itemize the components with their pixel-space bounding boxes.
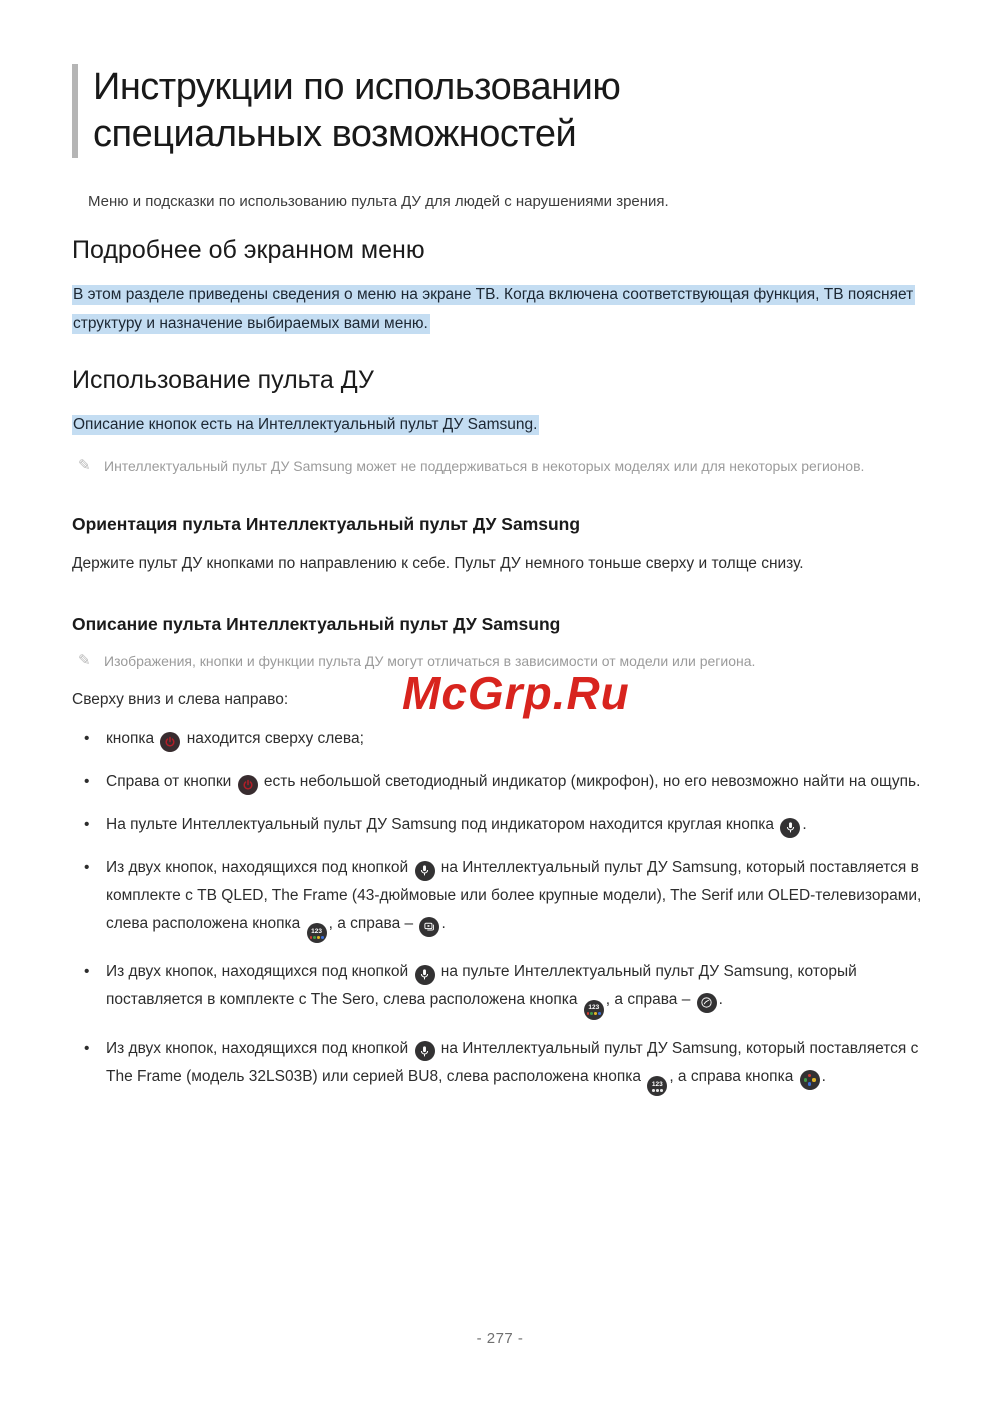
bullet-text: . <box>441 915 446 932</box>
bullet-item <box>84 725 930 753</box>
num123-keypad-button-icon: 123 <box>647 1076 667 1096</box>
title-accent-bar <box>72 64 78 158</box>
bullet-marker: • <box>84 816 90 833</box>
num123-color-button-icon: 123 <box>584 1000 604 1020</box>
page-title-line1: Инструкции по использованию <box>93 66 621 108</box>
bullet-text: На пульте Интеллектуальный пульт ДУ Samsung под индикатором находится круглая кнопка <box>106 816 779 833</box>
bullet-item <box>84 768 930 796</box>
color-buttons-icon <box>800 1070 820 1090</box>
bullet-text: на пульте Интеллектуальный пульт ДУ Samsung, который поставляется в комплекте с The Sero, слева расположена кнопка <box>106 963 857 1009</box>
microphone-button-icon <box>415 965 435 985</box>
page-title-line2: специальных возможностей <box>93 113 577 155</box>
note-text: Изображения, кнопки и функции пульта ДУ могут отличаться в зависимости от модели или региона. <box>104 653 756 669</box>
bullet-text: . <box>821 1067 826 1085</box>
bullet-text: Из двух кнопок, находящихся под кнопкой <box>106 859 413 876</box>
subsection-heading-orientation: Ориентация пульта Интеллектуальный пульт ДУ Samsung <box>72 514 581 534</box>
bullet-text: кнопка <box>106 730 159 747</box>
highlighted-text: Описание кнопок есть на Интеллектуальный пульт ДУ Samsung. <box>73 416 538 433</box>
bullet-list <box>84 725 930 1096</box>
bullet-text: на Интеллектуальный пульт ДУ Samsung, который поставляется с The Frame (модель 32LS03B) или серией BU8, слева расположена кнопка <box>106 1039 919 1085</box>
page-subtitle: Меню и подсказки по использованию пульта ДУ для людей с нарушениями зрения. <box>88 193 669 210</box>
bullet-item <box>84 958 930 1019</box>
section-heading-onscreen-menu: Подробнее об экранном меню <box>72 236 425 264</box>
bullet-text: Из двух кнопок, находящихся под кнопкой <box>106 963 413 981</box>
microphone-button-icon <box>415 861 435 881</box>
watermark: McGrp.Ru <box>402 667 630 719</box>
bullet-text: , а справа – <box>328 915 418 932</box>
bullet-marker: • <box>84 963 90 981</box>
microphone-button-icon <box>780 818 800 838</box>
onscreen-menu-intro <box>72 280 930 338</box>
title-block <box>72 64 930 158</box>
media-button-icon <box>419 917 439 937</box>
bullet-text: . <box>802 816 807 833</box>
bullet-text: , а справа кнопка <box>669 1067 798 1085</box>
bullet-item <box>84 854 930 943</box>
section-heading-remote-usage: Использование пульта ДУ <box>72 366 374 394</box>
remote-usage-intro <box>72 410 930 439</box>
bullet-marker: • <box>84 730 90 747</box>
power-button-icon <box>238 775 258 795</box>
bullet-text: есть небольшой светодиодный индикатор (микрофон), но его невозможно найти на ощупь. <box>259 773 921 790</box>
bullet-text: . <box>718 991 723 1009</box>
highlighted-text: В этом разделе приведены сведения о меню на экране ТВ. Когда включена соответствующая функция, ТВ поясняет структуру и назначение выбираемых вами меню. <box>73 286 914 332</box>
page-title <box>93 64 620 158</box>
power-button-icon <box>160 732 180 752</box>
bullet-item <box>84 811 930 839</box>
subsection-heading-description: Описание пульта Интеллектуальный пульт ДУ Samsung <box>72 614 561 634</box>
note-text: Интеллектуальный пульт ДУ Samsung может не поддерживаться в некоторых моделях или для некоторых регионов. <box>104 458 865 474</box>
orientation-body: Держите пульт ДУ кнопками по направлению к себе. Пульт ДУ немного тоньше сверху и толще снизу. <box>72 555 804 572</box>
bullet-text: находится сверху слева; <box>182 730 364 747</box>
list-intro: Сверху вниз и слева направо: <box>72 691 289 708</box>
color-dots <box>587 1012 601 1015</box>
color-dots <box>310 936 324 939</box>
bullet-text: , а справа – <box>605 991 695 1009</box>
pencil-note-icon: ✎ <box>78 652 91 669</box>
bullet-marker: • <box>84 773 90 790</box>
bullet-text: Из двух кнопок, находящихся под кнопкой <box>106 1039 413 1057</box>
page-number: - 277 - <box>476 1330 524 1347</box>
bullet-text: Справа от кнопки <box>106 773 236 790</box>
pencil-note-icon: ✎ <box>78 457 91 474</box>
bullet-text: на Интеллектуальный пульт ДУ Samsung, который поставляется в комплекте с ТВ QLED, The Frame (43-дюймовые или более крупные модели), The Serif или OLED-телевизорами, слева расположена кнопка <box>106 859 922 932</box>
bullet-marker: • <box>84 859 90 876</box>
color-dots <box>804 1074 816 1086</box>
num123-color-button-icon: 123 <box>307 923 327 943</box>
bullet-item <box>84 1035 930 1096</box>
ambient-mode-button-icon <box>697 993 717 1013</box>
microphone-button-icon <box>415 1041 435 1061</box>
keypad-dots <box>652 1089 662 1092</box>
bullet-marker: • <box>84 1039 90 1057</box>
note-row <box>78 457 930 476</box>
